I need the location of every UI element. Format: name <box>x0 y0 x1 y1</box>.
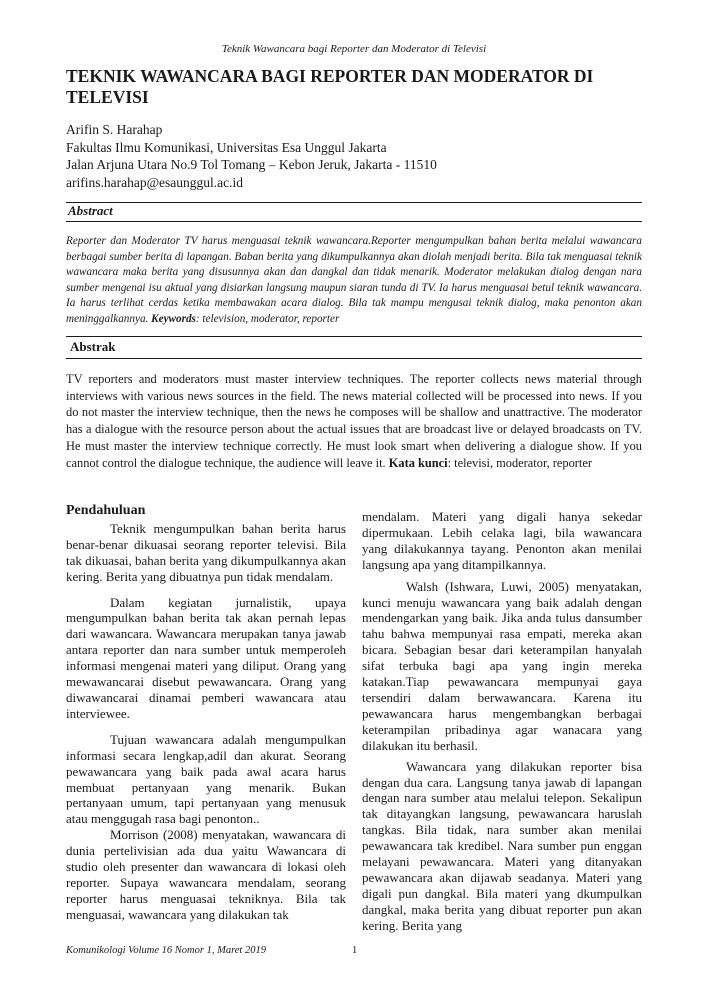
abstract-body <box>66 234 642 328</box>
abstrak-bottom-rule <box>66 358 642 359</box>
abstract-top-rule <box>66 202 642 203</box>
abstract-text: Reporter dan Moderator TV harus menguasai teknik wawancara.Reporter mengumpulkan bahan berita melalui wawancara berbagai sumber berita di lapangan. Baban berita yang dikumpulkannya akan diolah menjadi berita. Bila tak menguasai teknik wawancara maka berita yang disusunnya akan dan dangkal dan tidak menarik. Moderator melakukan dialog dengan nara sumber mengenai isu aktual yang disiarkan langsung maupun siaran tunda di TV. Ia harus menguasai betul teknik wawancara. Ia harus terlihat cerdas ketika membawakan acara dialog. Bila tak mampu mengusai teknik dialog, maka penonton akan meninggalkannya. <box>66 235 642 325</box>
right-column <box>362 509 642 934</box>
abstract-bottom-rule <box>66 221 642 222</box>
author-affiliation: Fakultas Ilmu Komunikasi, Universitas Esa Unggul Jakarta <box>66 139 387 155</box>
author-address: Jalan Arjuna Utara No.9 Tol Tomang – Kebon Jeruk, Jakarta - 11510 <box>66 157 437 172</box>
author-email: arifins.harahap@esaunggul.ac.id <box>66 174 243 190</box>
abstrak-text: TV reporters and moderators must master interview techniques. The reporter collects news material through interviews with various news sources in the field. The news material collected will be processed into news. If you do not master the interview technique, then the news he composes will be shallow and unattractive. The moderator has a dialogue with the resource person about the actual issues that are broadcast live or delayed broadcasts on TV. He must master the interview technique correctly. He must look smart when delivering a dialogue show. If you cannot control the dialogue technique, the audience will leave it. <box>66 372 642 470</box>
author-name: Arifin S. Harahap <box>66 122 163 137</box>
abstrak-heading: Abstrak <box>70 339 116 354</box>
abstrak-keywords: : televisi, moderator, reporter <box>447 455 592 470</box>
left-column <box>66 503 346 923</box>
paragraph: Walsh (Ishwara, Luwi, 2005) menyatakan, kunci menuju wawancara yang baik adalah dengan mendengarkan yang baik. Jika anda tulus dansumber tahu bahwa mempunyai rasa empati, mereka akan bicara. Sebagian besar dari keterampilan hanyalah sifat terbuka bagi apa yang ingin mereka katakan.Tiap pewawancara mempunyai gaya tersendiri dalam berwawancara. Karena itu pewawancara harus mengembangkan berbagai keterampilan pribadinya agar wanacara yang dilakukan itu berhasil. <box>362 578 642 753</box>
paragraph: mendalam. Materi yang digali hanya sekedar dipermukaan. Lebih celaka lagi, bila wawancara yang dilakukannya tayang. Penonton akan menilai langsung apa yang ditampilkannya. <box>362 509 642 572</box>
abstract-keywords-label: Keywords <box>151 312 196 325</box>
author-block <box>66 121 437 191</box>
paragraph: Wawancara yang dilakukan reporter bisa dengan dua cara. Langsung tanya jawab di lapangan dengan nara sumber atau melalui telepon. Sekalipun tak ditayangkan langsung, pewawancara haruslah tangkas. Bila tidak, nara sumber akan menilai pewawancara tak kredibel. Nara sumber pun enggan melayani pewawancara. Materi yang ditanyakan pewawancara akan dijawab seadanya. Materi yang digali pun dangkal. Bila materi yang dkumpulkan dangkal, maka berita yang dibuat reporter pun akan kering. Berita yang <box>362 758 642 933</box>
paragraph: Morrison (2008) menyatakan, wawancara di dunia pertelivisian ada dua yaitu Wawancara di studio oleh presenter dan wawancara di lokasi oleh reporter. Supaya wawancara mendalam, seorang reporter harus menguasai tekniknya. Bila tak menguasai, wawancara yang dilakukan tak <box>66 827 346 922</box>
running-header: Teknik Wawancara bagi Reporter dan Moderator di Televisi <box>221 43 487 55</box>
paragraph: Teknik mengumpulkan bahan berita harus benar-benar dikuasai seorang reporter televisi. Bila tak dikuasai, bahan berita yang dikumpulkannya akan kering. Berita yang dibuatnya pun tidak mendalam. <box>66 520 346 584</box>
abstract-keywords: : television, moderator, reporter <box>195 312 340 325</box>
section-heading: Pendahuluan <box>66 503 146 518</box>
paragraph: Tujuan wawancara adalah mengumpulkan informasi secara lengkap,adil dan akurat. Seorang pewawancara yang baik pada awal acara harus membuat pertanyaan yang menarik. Bukan pertanyaan umum, tapi pertanyaan yang menusuk atau menggugah rasa bagi penonton.. <box>66 731 346 827</box>
footer-journal: Komunikologi Volume 16 Nomor 1, Maret 2019 <box>66 945 266 956</box>
abstract-heading: Abstract <box>68 203 113 218</box>
page-number: 1 <box>352 945 358 956</box>
paragraph: Dalam kegiatan jurnalistik, upaya mengumpulkan bahan berita tak akan pernah lepas dari wawancara. Wawancara merupakan tanya jawab antara reporter dan nara sumber untuk memperoleh informasi mengenai materi yang diliput. Orang yang mewawancarai disebut pewawancara. Orang yang diwawancarai dinamai pemberi wawancara atau interviewee. <box>66 594 346 721</box>
abstrak-top-rule <box>66 336 642 337</box>
paper-title: TEKNIK WAWANCARA BAGI REPORTER DAN MODERATOR DI TELEVISI <box>66 66 594 107</box>
abstrak-keywords-label: Kata kunci <box>388 455 448 470</box>
abstrak-body <box>66 371 642 471</box>
